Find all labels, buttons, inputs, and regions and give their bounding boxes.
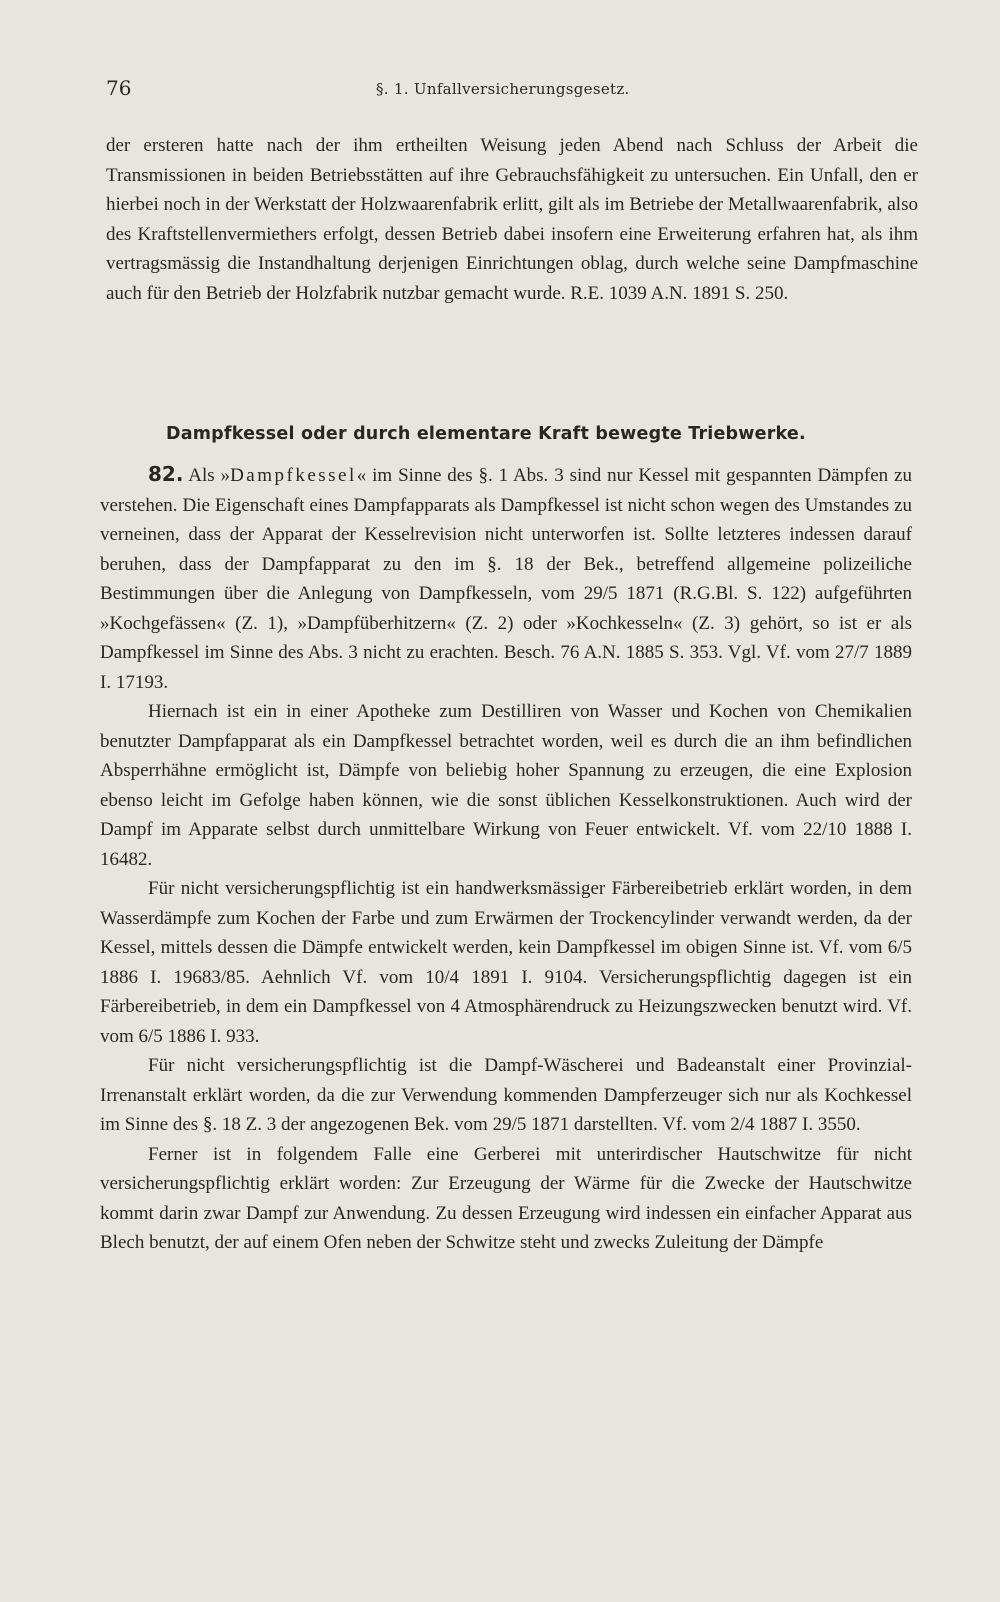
paragraph-apotheke: Hiernach ist ein in einer Apotheke zum Destilliren von Wasser und Kochen von Chemikalien benutzter Dampfapparat als ein Dampfkessel betrachtet worden, weil es durch die an ihm befindlichen Absperrhähne ermöglicht ist, Dämpfe von beliebig hoher Spannung zu erzeugen, die eine Explosion ebenso leicht im Gefolge haben können, wie die sonst üblichen Kesselkonstruktionen. Auch wird der Dampf im Apparate selbst durch unmittelbare Wirkung von Feuer entwickelt. Vf. vom 22/10 1888 I. 16482.	[100, 701, 912, 870]
section-number: 82.	[148, 462, 184, 486]
page-header	[106, 76, 906, 102]
paragraph-waescherei: Für nicht versicherungspflichtig ist die Dampf-Wäscherei und Badeanstalt einer Provinzial-Irrenanstalt erklärt worden, da die zur Verwendung kommenden Dampferzeuger sich nur als Kochkessel im Sinne des §. 18 Z. 3 der angezogenen Bek. vom 29/5 1871 darstellten. Vf. vom 2/4 1887 I. 3550.	[100, 1055, 912, 1135]
page-number: 76	[106, 76, 132, 100]
paragraph-faerberei: Für nicht versicherungspflichtig ist ein handwerksmässiger Färbereibetrieb erklärt worden, in dem Wasserdämpfe zum Kochen der Farbe und zum Erwärmen der Trockencylinder verwandt werden, da der Kessel, mittels dessen die Dämpfe entwickelt werden, kein Dampfkessel im obigen Sinne ist. Vf. vom 6/5 1886 I. 19683/85. Aehnlich Vf. vom 10/4 1891 I. 9104. Versicherungspflichtig dagegen ist ein Färbereibetrieb, in dem ein Dampfkessel von 4 Atmosphärendruck zu Heizungszwecken benutzt wird. Vf. vom 6/5 1886 I. 933.	[100, 878, 912, 1047]
section-intro-before: Als »	[183, 465, 231, 486]
section-intro-after: « im Sinne des §. 1 Abs. 3 sind nur Kessel mit gespannten Dämpfen zu verstehen. Die Eigenschaft eines Dampfapparats als Dampfkessel ist nicht schon wegen des Umstandes zu verneinen, dass der Apparat der Kesselrevision nicht unterworfen ist. Sollte letzteres indessen darauf beruhen, dass der Dampfapparat zu den im §. 18 der Bek., betreffend allgemeine polizeiliche Bestimmungen über die Anlegung von Dampfkesseln, vom 29/5 1871 (R.G.Bl. S. 122) aufgeführten »Kochgefässen« (Z. 1), »Dampfüberhitzern« (Z. 2) oder »Kochkesseln« (Z. 3) gehört, so ist er als Dampfkessel im Sinne des Abs. 3 nicht zu erachten. Besch. 76 A.N. 1885 S. 353. Vgl. Vf. vom 27/7 1889 I. 17193.	[100, 465, 912, 693]
paragraph-continued: der ersteren hatte nach der ihm ertheilten Weisung jeden Abend nach Schluss der Arbeit die Transmissionen in beiden Betriebsstätten auf ihre Gebrauchsfähigkeit zu untersuchen. Ein Unfall, den er hierbei noch in der Werkstatt der Holzwaarenfabrik erlitt, gilt als im Betriebe der Metallwaarenfabrik, also des Kraftstellenvermiethers erfolgt, dessen Betrieb dabei insofern eine Erweiterung erfahren hat, als ihm vertragsmässig die Instandhaltung derjenigen Einrichtungen oblag, durch welche seine Dampfmaschine auch für den Betrieb der Holzfabrik nutzbar gemacht wurde. R.E. 1039 A.N. 1891 S. 250.	[106, 135, 918, 304]
section-82-paragraph	[100, 460, 912, 697]
section-heading: Dampfkessel oder durch elementare Kraft bewegte Triebwerke.	[166, 424, 806, 444]
paragraph-gerberei: Ferner ist in folgendem Falle eine Gerberei mit unterirdischer Hautschwitze für nicht versicherungspflichtig erklärt worden: Zur Erzeugung der Wärme für die Zwecke der Hautschwitze kommt darin zwar Dampf zur Anwendung. Zu dessen Erzeugung wird indessen ein einfacher Apparat aus Blech benutzt, der auf einem Ofen neben der Schwitze steht und zwecks Zuleitung der Dämpfe	[100, 1143, 912, 1253]
running-title: §. 1. Unfallversicherungsgesetz.	[376, 80, 630, 98]
spaced-term: Dampfkessel	[230, 465, 357, 486]
section-body	[100, 460, 912, 1258]
